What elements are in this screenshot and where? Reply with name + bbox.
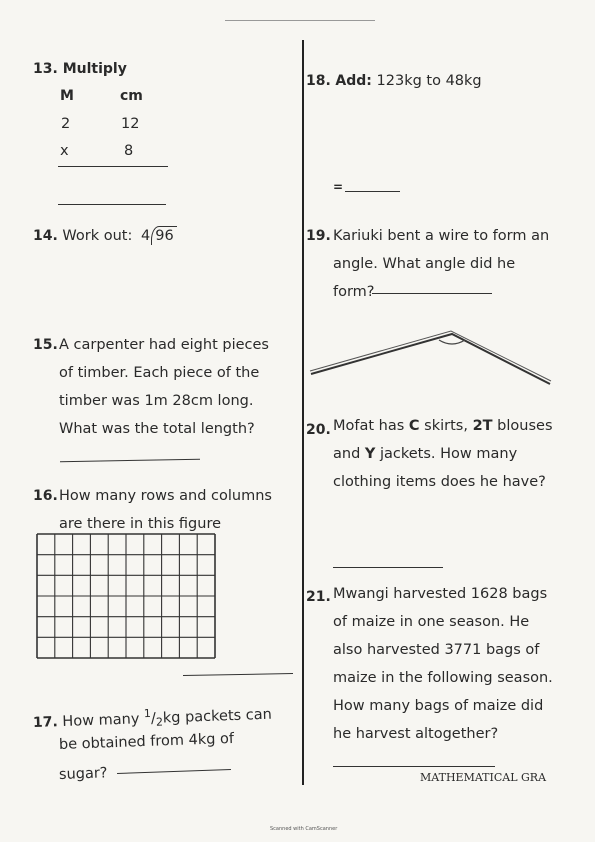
- q19-number-wrap: [306, 222, 331, 250]
- q20-pre: Mofat has: [333, 418, 405, 434]
- q20-line-2: [333, 440, 553, 468]
- scanner-watermark: Scanned with CamScanner: [270, 826, 338, 832]
- q16-grid-figure: [36, 533, 216, 659]
- q17-frac-den: 2: [155, 715, 164, 729]
- q17-frac-num: 1: [143, 706, 152, 721]
- q16-line: are there in this figure: [59, 516, 222, 532]
- q13-block: [33, 61, 127, 77]
- q13-operator: x: [60, 143, 69, 159]
- column-divider: [302, 40, 304, 785]
- q21-text: [333, 580, 553, 748]
- q17-line3: sugar?: [58, 765, 108, 783]
- q19-number: 19.: [306, 228, 331, 244]
- q13-line-1: [58, 166, 168, 167]
- q15-line: A carpenter had eight pieces: [59, 337, 269, 353]
- wire-line: [311, 334, 550, 384]
- q19-wire-angle: [305, 318, 555, 390]
- q15-answer-line[interactable]: [60, 459, 200, 462]
- q15-line: What was the total length?: [59, 421, 255, 437]
- q13-answer-line[interactable]: [58, 204, 166, 205]
- q20-post: blouses: [497, 418, 553, 434]
- q18-equals: =: [333, 180, 344, 194]
- q17-number: 17.: [32, 714, 59, 731]
- q16-number-wrap: [33, 482, 58, 510]
- q13-col-cm: cm: [120, 88, 143, 104]
- q18-block: [306, 67, 482, 95]
- q20-var-c: C: [408, 418, 420, 434]
- q17-line1: 17. How many $^1/_2kg$ packets can: [32, 706, 273, 731]
- q20-mid: skirts,: [424, 418, 468, 434]
- q15-line: of timber. Each piece of the: [59, 365, 260, 381]
- footer-text: MATHEMATICAL GRA: [420, 771, 547, 784]
- q17-line2: be obtained from 4kg of: [58, 730, 235, 753]
- q21-line: of maize in one season. He: [333, 614, 530, 630]
- q18-number: 18.: [306, 73, 331, 89]
- q20-text: [333, 412, 553, 496]
- q16-text: [59, 482, 272, 538]
- q21-line: also harvested 3771 bags of: [333, 642, 540, 658]
- q14-block: [33, 222, 177, 250]
- q21-line: Mwangi harvested 1628 bags: [333, 586, 548, 602]
- q13-number: 13.: [33, 61, 58, 77]
- q18-title: Add:: [335, 73, 372, 89]
- q20-number: 20.: [306, 422, 331, 438]
- q16-number: 16.: [33, 488, 58, 504]
- q19-line: Kariuki bent a wire to form an: [333, 228, 550, 244]
- q21-line: maize in the following season.: [333, 670, 553, 686]
- q14-dividend: 96: [151, 226, 176, 245]
- q21-number-wrap: [306, 583, 331, 611]
- q15-number-wrap: [33, 331, 58, 359]
- q20-and: and: [333, 446, 361, 462]
- q18-answer-line[interactable]: [345, 191, 400, 192]
- grid-svg: [36, 533, 216, 659]
- q13-cm-value: 12: [121, 116, 140, 132]
- q20-var-y: Y: [364, 446, 376, 462]
- q20-answer-line[interactable]: [333, 567, 443, 568]
- q16-line: How many rows and columns: [59, 488, 272, 504]
- q20-line-3: clothing items does he have?: [333, 474, 546, 490]
- q15-number: 15.: [33, 337, 58, 353]
- q20-jackets: jackets. How many: [380, 446, 518, 462]
- q20-var-t: 2T: [472, 418, 493, 434]
- q20-number-wrap: [306, 416, 331, 444]
- q13-col-m: M: [60, 88, 74, 104]
- q15-line: timber was 1m 28cm long.: [59, 393, 254, 409]
- q21-answer-line[interactable]: [333, 766, 495, 767]
- q17-text-b: kg packets can: [162, 706, 273, 727]
- q17-answer-line[interactable]: [117, 769, 231, 774]
- q17-text-a: How many: [62, 711, 140, 730]
- wire-line-shadow: [310, 331, 551, 381]
- q13-title: Multiply: [62, 61, 127, 77]
- q21-number: 21.: [306, 589, 331, 605]
- q21-line: How many bags of maize did: [333, 698, 544, 714]
- q15-text: [59, 331, 269, 443]
- q20-line-1: [333, 412, 553, 440]
- q14-divisor: 4: [141, 228, 151, 244]
- q13-multiplier: 8: [124, 143, 134, 159]
- angle-arc: [439, 340, 465, 344]
- q13-m-value: 2: [61, 116, 71, 132]
- q18-text: 123kg to 48kg: [376, 73, 482, 89]
- q19-answer-line[interactable]: [372, 293, 492, 294]
- top-rule: [225, 20, 375, 21]
- q14-number: 14.: [33, 228, 58, 244]
- q19-line: angle. What angle did he: [333, 256, 516, 272]
- q21-line: he harvest altogether?: [333, 726, 499, 742]
- q14-text: Work out:: [62, 228, 133, 244]
- q19-line: form?: [333, 284, 375, 300]
- q16-answer-line[interactable]: [183, 673, 293, 676]
